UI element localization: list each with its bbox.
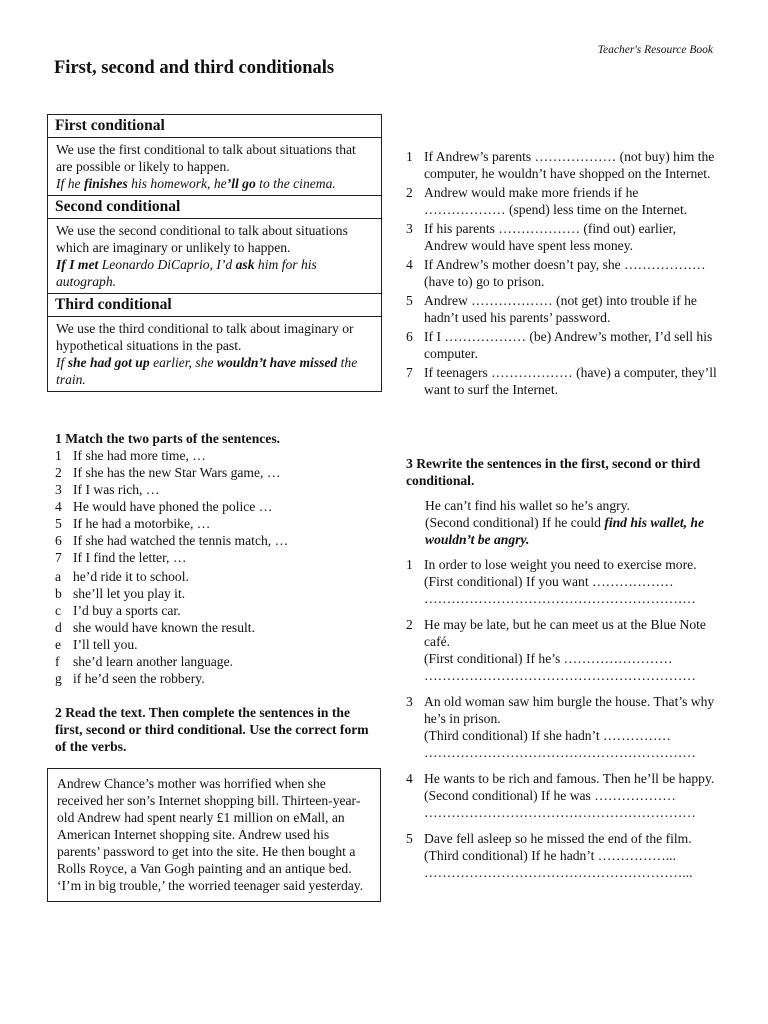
third-conditional-body: [48, 317, 381, 391]
ex1-item-3: [55, 481, 375, 498]
ex1-item-text: If she had more time, …: [73, 448, 206, 463]
ex1-item-number: 6: [55, 533, 62, 548]
third-conditional-example: If she had got up earlier, she wouldn’t have missed the train.: [56, 355, 358, 387]
ex2-item-2: [406, 184, 722, 218]
ex1-answer-number: c: [55, 603, 62, 618]
ex1-answer-text: she would have known the result.: [73, 620, 255, 635]
ex3-item-starter[interactable]: (Third conditional) If she hadn’t ……………: [424, 728, 672, 743]
first-conditional-heading: First conditional: [48, 115, 381, 138]
ex2-item-3: [406, 220, 722, 254]
ex2-item-number: 2: [406, 185, 413, 200]
ex3-item-1: [406, 556, 722, 607]
ex2-item-number: 5: [406, 293, 413, 308]
ex3-item-number: 4: [406, 771, 413, 786]
reading-passage: Andrew Chance’s mother was horrified when she received her son’s Internet shopping bill. Thirteen-year-old Andrew had spent nearly £1 million on eMall, an American Internet shopping site. Andrew used his parents’ password to get into the site. He then bought a Rolls Royce, a Van Gogh painting and an antique bed. ‘I’m in big trouble,’ the worried teenager said yesterday.: [47, 768, 381, 902]
ex2-item-number: 3: [406, 221, 413, 236]
ex1-answer-text: I’d buy a sports car.: [73, 603, 181, 618]
ex1-answer-3: [55, 602, 375, 619]
ex1-item-text: If she had watched the tennis match, …: [73, 533, 289, 548]
ex1-answer-number: b: [55, 586, 62, 601]
ex3-item-5: [406, 830, 722, 881]
exercise-3: [406, 455, 722, 890]
ex1-answer-text: she’d learn another language.: [73, 654, 234, 669]
exercise-2-items: [406, 148, 722, 400]
ex1-item-number: 2: [55, 465, 62, 480]
ex3-item-starter[interactable]: (Second conditional) If he was ………………: [424, 788, 676, 803]
ex1-item-text: If he had a motorbike, …: [73, 516, 211, 531]
exercise-1-items: [55, 447, 375, 566]
ex1-item-1: [55, 447, 375, 464]
first-conditional-body: [48, 138, 381, 196]
ex1-item-number: 4: [55, 499, 62, 514]
ex1-answer-2: [55, 585, 375, 602]
third-conditional-heading: Third conditional: [48, 294, 381, 317]
ex1-item-number: 1: [55, 448, 62, 463]
ex3-item-prompt: He may be late, but he can meet us at the Blue Note café.: [424, 617, 706, 649]
exercise-1-answers: [55, 568, 375, 687]
ex1-item-2: [55, 464, 375, 481]
ex1-item-7: [55, 549, 375, 566]
ex3-item-number: 2: [406, 617, 413, 632]
exercise-1-heading: 1 Match the two parts of the sentences.: [55, 431, 281, 446]
ex2-item-4: [406, 256, 722, 290]
ex3-item-body: [424, 556, 722, 607]
second-conditional-body: [48, 219, 381, 294]
second-conditional-explanation: We use the second conditional to talk about situations which are imaginary or unlikely to happen.: [56, 223, 348, 255]
ex1-answer-6: [55, 653, 375, 670]
ex3-item-body: [424, 616, 722, 684]
ex2-item-7: [406, 364, 722, 398]
ex1-answer-5: [55, 636, 375, 653]
ex3-item-body: [424, 770, 722, 821]
second-conditional-heading: Second conditional: [48, 196, 381, 219]
ex2-item-number: 7: [406, 365, 413, 380]
ex3-item-starter[interactable]: (First conditional) If you want ………………: [424, 574, 674, 589]
ex2-item-text: If Andrew’s mother doesn’t pay, she ……………… (have to) go to prison.: [424, 257, 706, 289]
ex1-answer-text: if he’d seen the robbery.: [73, 671, 205, 686]
exercise-1: [55, 430, 375, 687]
first-conditional-example: If he finishes his homework, he’ll go to the cinema.: [56, 176, 336, 191]
ex2-item-6: [406, 328, 722, 362]
second-conditional-example: If I met Leonardo DiCaprio, I’d ask him for his autograph.: [56, 257, 317, 289]
ex1-answer-number: d: [55, 620, 62, 635]
third-conditional-explanation: We use the third conditional to talk about imaginary or hypothetical situations in the past.: [56, 321, 354, 353]
ex3-item-line[interactable]: …………………………………………………...: [424, 865, 693, 880]
ex1-item-number: 7: [55, 550, 62, 565]
ex3-item-body: [424, 693, 722, 761]
ex2-item-number: 1: [406, 149, 413, 164]
ex2-item-text: If Andrew’s parents ……………… (not buy) him the computer, he wouldn’t have shopped on the Internet.: [424, 149, 715, 181]
ex3-item-prompt: An old woman saw him burgle the house. That’s why he’s in prison.: [424, 694, 715, 726]
ex1-item-6: [55, 532, 375, 549]
ex3-item-2: [406, 616, 722, 684]
ex1-item-text: If she has the new Star Wars game, …: [73, 465, 281, 480]
ex2-item-text: Andrew ……………… (not get) into trouble if he hadn’t used his parents’ password.: [424, 293, 697, 325]
ex3-item-line[interactable]: ……………………………………………………: [424, 745, 696, 760]
ex3-item-starter[interactable]: (Third conditional) If he hadn’t ……………...: [424, 848, 676, 863]
ex1-answer-4: [55, 619, 375, 636]
ex2-item-number: 6: [406, 329, 413, 344]
ex1-item-number: 5: [55, 516, 62, 531]
ex1-answer-text: she’ll let you play it.: [73, 586, 186, 601]
ex3-item-prompt: He wants to be rich and famous. Then he’ll be happy.: [424, 771, 715, 786]
ex1-answer-number: f: [55, 654, 60, 669]
ex2-item-text: If I ……………… (be) Andrew’s mother, I’d sell his computer.: [424, 329, 713, 361]
ex3-item-starter[interactable]: (First conditional) If he’s ……………………: [424, 651, 673, 666]
ex1-item-5: [55, 515, 375, 532]
ex2-item-number: 4: [406, 257, 413, 272]
ex1-answer-text: he’d ride it to school.: [73, 569, 189, 584]
ex1-item-4: [55, 498, 375, 515]
exercise-3-example: [406, 497, 722, 548]
ex3-item-number: 1: [406, 557, 413, 572]
ex1-answer-7: [55, 670, 375, 687]
exercise-3-items: [406, 556, 722, 881]
ex1-answer-number: a: [55, 569, 62, 584]
page-title: First, second and third conditionals: [54, 58, 335, 78]
exercise-2-heading: 2 Read the text. Then complete the sentences in the first, second or third conditional. Use the correct form of the verbs.: [55, 705, 369, 754]
ex1-item-text: If I was rich, …: [73, 482, 160, 497]
ex3-item-4: [406, 770, 722, 821]
ex3-item-number: 3: [406, 694, 413, 709]
ex1-answer-number: g: [55, 671, 62, 686]
resource-book-header: Teacher's Resource Book: [597, 44, 713, 56]
exercise-3-example-line: He can’t find his wallet so he’s angry.: [425, 498, 630, 513]
exercise-3-heading: 3 Rewrite the sentences in the first, second or third conditional.: [406, 456, 701, 488]
ex1-item-text: If I find the letter, …: [73, 550, 187, 565]
ex2-item-5: [406, 292, 722, 326]
ex2-item-1: [406, 148, 722, 182]
exercise-3-heading-row: [406, 455, 722, 489]
ex3-item-prompt: Dave fell asleep so he missed the end of the film.: [424, 831, 692, 846]
ex1-item-text: He would have phoned the police …: [73, 499, 273, 514]
first-conditional-explanation: We use the first conditional to talk about situations that are possible or likely to happen.: [56, 142, 356, 174]
ex3-item-prompt: In order to lose weight you need to exercise more.: [424, 557, 697, 572]
grammar-box: [47, 114, 382, 392]
ex3-item-line[interactable]: ……………………………………………………: [424, 591, 696, 606]
ex3-item-line[interactable]: ……………………………………………………: [424, 668, 696, 683]
ex1-item-number: 3: [55, 482, 62, 497]
ex2-item-text: If teenagers ……………… (have) a computer, they’ll want to surf the Internet.: [424, 365, 717, 397]
ex3-item-3: [406, 693, 722, 761]
ex3-item-line[interactable]: ……………………………………………………: [424, 805, 696, 820]
ex3-item-body: [424, 830, 722, 881]
ex1-answer-text: I’ll tell you.: [73, 637, 138, 652]
ex2-item-text: If his parents ……………… (find out) earlier, Andrew would have spent less money.: [424, 221, 677, 253]
ex1-answer-1: [55, 568, 375, 585]
exercise-3-example-answer: (Second conditional) If he could find his wallet, he wouldn’t be angry.: [425, 515, 705, 547]
ex3-item-number: 5: [406, 831, 413, 846]
ex1-answer-number: e: [55, 637, 62, 652]
ex2-item-text: Andrew would make more friends if he ……………… (spend) less time on the Internet.: [424, 185, 688, 217]
